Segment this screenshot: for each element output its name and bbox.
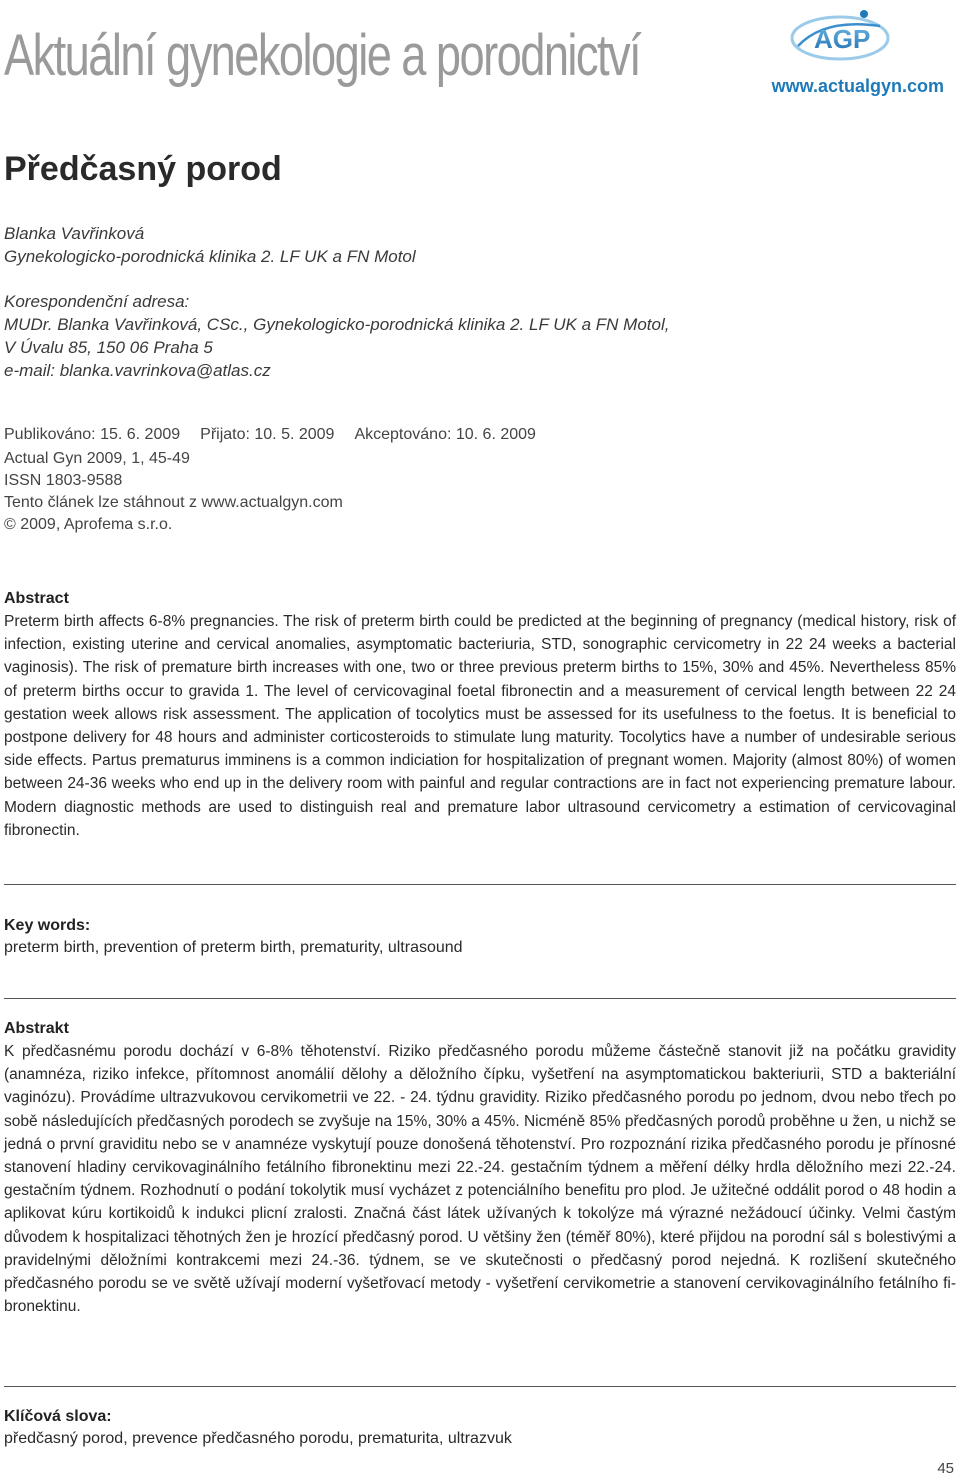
keywords-cz-text: předčasný porod, prevence předčasného porodu, prematurita, ultrazvuk	[4, 1430, 512, 1447]
abstract-en-text: Preterm birth affects 6-8% pregnancies. The risk of preterm birth could be predicted at the beginning of pregnancy (medical history, risk of infection, existing uterine and cervical anomalies, asymptomatic bacteriuria, STD, sonographic cervicometry in 22 24 weeks a bacterial vaginosis). The risk of premature birth increases with one, two or three previous preterm births to 15%, 30% and 45%. Nevertheless 85% of preterm births occur to gravida 1. The level of cervicovaginal foetal fibronectin and a measurement of cervical length between 22 24 gestation week allows risk assessment. The application of tocolytics must be assessed for its usefulness to the foetus. It is beneficial to postpone delivery for 48 hours and administer corticosteroids to stimulate lung maturity. Tocolytics have a number of undesirable serious side effects. Partus prematurus imminens is a common indiciation for hospitalization of pregnant women. Majority (almost 80%) of women between 24-36 weeks who end up in the delivery room with painful and regular contractions are in fact not experiencing premature labour. Modern diagnostic methods are used to distinguish real and premature labor ultrasound cervicometry a estimation of cervicovaginal fibronectin.	[4, 613, 956, 839]
abstract-en-heading: Abstract	[4, 590, 69, 607]
abstract-cz-heading: Abstrakt	[4, 1020, 69, 1037]
correspondence-label: Korespondenční adresa:	[4, 292, 190, 311]
keywords-en-section	[4, 915, 956, 959]
divider	[4, 884, 956, 885]
agp-logo	[784, 6, 894, 64]
abstract-en-section	[4, 588, 956, 842]
copyright: © 2009, Aprofema s.r.o.	[4, 516, 173, 533]
keywords-cz-section	[4, 1406, 956, 1450]
page-number: 45	[937, 1460, 954, 1477]
received-date: Přijato: 10. 5. 2009	[200, 426, 335, 443]
publication-dates	[4, 424, 944, 446]
correspondence-address-line2: V Úvalu 85, 150 06 Praha 5	[4, 338, 213, 357]
keywords-en-heading: Key words:	[4, 917, 91, 934]
journal-website-link[interactable]: www.actualgyn.com	[771, 76, 944, 96]
correspondence-address-line1: MUDr. Blanka Vavřinková, CSc., Gynekologicko-porodnická klinika 2. LF UK a FN Motol,	[4, 315, 670, 334]
logo-text: AGP	[814, 24, 871, 54]
download-note: Tento článek lze stáhnout z www.actualgyn.com	[4, 494, 343, 511]
published-date: Publikováno: 15. 6. 2009	[4, 426, 181, 443]
keywords-en-text: preterm birth, prevention of preterm birth, prematurity, ultrasound	[4, 939, 463, 956]
citation: Actual Gyn 2009, 1, 45-49	[4, 450, 190, 467]
journal-title: Aktuální gynekologie a porodnictví	[4, 23, 641, 88]
issn: ISSN 1803-9588	[4, 472, 123, 489]
abstract-cz-text: K předčasnému porodu dochází v 6-8% těhotenství. Riziko předčasného porodu můžeme částečně stanovit již na počátku gravidity (anamnéza, riziko infekce, přítomnost anomálií dělohy a děložního čípku, vyšetření na asymptomatickou bakteriurii, STD a bakteriální vaginózu). Provádíme ultrazvukovou cervikometrii ve 22. - 24. týdnu gravidity. Riziko předčasného porodu po jednom, dvou nebo třech po sobě následujících předčasných porodech se zvyšuje na 15%, 30% a 45%. Nicméně 85% předčasných porodů proběhne u žen, u nichž se jedná o první graviditu nebo se v anamnéze vyskytují pouze donošená těhotenství. Pro rozpoznání rizika předčasného porodu je přínosné stanovení hladiny cervikovaginálního fetálního fibronektinu mezi 22.-24. gestačním týdnem a měření délky hrdla děložního mezi 22.-24. gestačním týdnem. Rozhodnutí o podání tokolytik musí vycházet z potenciálního benefitu pro plod. Je užitečné oddálit porod o 48 hodin a aplikovat kúru kortikoidů k indukci plicní zralosti. Značná část látek užívaných k tokolýze má výrazné nežádoucí účinky. Velmi častým důvodem k hospitalizaci těhotných žen je hrozící předčasný porod. U většiny žen (téměř 80%), které přijdou na porodní sál s bolestivými a pravidelnými děložními kontrakcemi mezi 24.-36. týdnem, se ve skutečnosti o předčasný porod nejedná. K rozlišení skutečného předčasného porodu se ve světě užívají moderní vyšetřovací metody - vyšetření cervikometrie a stanovení cervikovaginálního fetálního fibronektinu.	[4, 1043, 956, 1316]
divider	[4, 1386, 956, 1387]
correspondence-email[interactable]: e-mail: blanka.vavrinkova@atlas.cz	[4, 361, 271, 380]
keywords-cz-heading: Klíčová slova:	[4, 1408, 112, 1425]
author-affiliation: Gynekologicko-porodnická klinika 2. LF UK a FN Motol	[4, 247, 416, 266]
divider	[4, 998, 956, 999]
article-title: Předčasný porod	[4, 150, 282, 188]
abstract-cz-section	[4, 1018, 956, 1318]
author-name: Blanka Vavřinková	[4, 224, 145, 243]
accepted-date: Akceptováno: 10. 6. 2009	[354, 426, 536, 443]
